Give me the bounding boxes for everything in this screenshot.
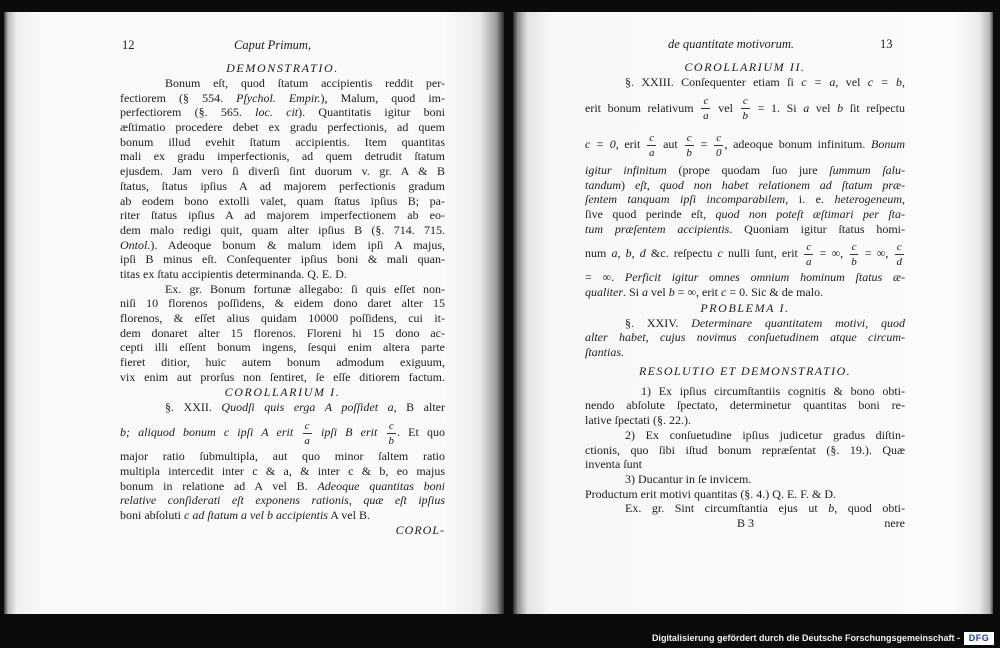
- text-run: Ex. gr. Sint circumſtantia ejus ut: [625, 501, 829, 516]
- text-line: florenos, & eſſet alius quidam 10000 poſſidens, cui it-: [120, 311, 445, 325]
- fraction-denominator: 0: [715, 147, 722, 160]
- italic-run: c = a: [801, 75, 836, 89]
- text-run: B alter: [396, 400, 446, 415]
- fraction-denominator: d: [896, 256, 902, 269]
- text-run: A vel B.: [327, 507, 370, 522]
- text-line: [585, 90, 905, 127]
- text-line: dem donaret alter 15 florenos. Floreni hi 15 dono ac-: [120, 325, 445, 340]
- text-line: ſtatus, ſtatus ipſius A ad majorem perfectionis gradum: [120, 178, 445, 193]
- text-line: [120, 91, 445, 106]
- text-run: = ∞.: [585, 270, 625, 285]
- text-run: , quod obti-: [834, 501, 905, 516]
- text-line: [585, 316, 905, 331]
- fraction: [849, 241, 859, 268]
- italic-run: c: [717, 246, 723, 261]
- fraction-denominator: b: [851, 256, 857, 269]
- dfg-logo: DFG: [964, 632, 994, 645]
- fraction: [714, 132, 724, 159]
- text-run: bonum in relatione ad A vel B.: [120, 478, 318, 493]
- right-text-block: [585, 59, 905, 531]
- text-line: [585, 192, 905, 207]
- fraction: [647, 132, 657, 159]
- section-heading: COROLLARIUM II.: [684, 60, 806, 74]
- text-line: [120, 479, 445, 494]
- italic-run: Ontol.: [120, 237, 151, 252]
- italic-run: c: [721, 285, 727, 299]
- italic-run: ipſi B erit: [312, 425, 386, 440]
- text-run: , erit: [615, 137, 646, 152]
- fraction: [895, 241, 905, 268]
- text-line: inventa ſunt: [585, 457, 642, 472]
- italic-run: b: [668, 285, 675, 299]
- text-line: [120, 105, 445, 120]
- text-run: ,: [901, 75, 905, 89]
- text-run: ), Malum, quod im-: [320, 90, 446, 105]
- text-line: cepti illi eſſent bonum ingens, ſesqui enim altera parte: [120, 340, 445, 355]
- text-line: multipla intercedit inter c & a, & inter c & b, eo majus: [120, 463, 445, 478]
- text-line: 2) Ex conſuetudine ipſius judicetur gradus diſtin-: [625, 427, 905, 442]
- text-line: ipſi B minus eſt. Conſequenter ipſius boni & mali quan-: [120, 252, 445, 267]
- page-number: 13: [880, 37, 893, 51]
- section-heading: PROBLEMA I.: [700, 300, 790, 315]
- text-line: æſtimatio procedere debet ex gradu perfectionis, ad quem: [120, 120, 445, 135]
- fraction-numerator: c: [649, 132, 655, 145]
- signature-mark: B 3: [737, 515, 755, 530]
- text-run: = 1. Si: [751, 100, 804, 115]
- fraction-numerator: c: [703, 95, 709, 108]
- text-line: [585, 178, 905, 193]
- fraction-numerator: c: [896, 241, 902, 254]
- text-line: Productum erit motivi quantitas (§. 4.) Q. E. F. & D.: [585, 486, 837, 501]
- fraction-denominator: a: [648, 147, 655, 160]
- section-heading: DEMONSTRATIO.: [226, 61, 339, 75]
- text-run: = ∞, erit: [674, 285, 721, 299]
- fraction: [804, 241, 814, 268]
- italic-run: Pſychol. Empir.: [236, 90, 321, 105]
- italic-run: c ad ſtatum a vel b accipientis: [184, 507, 328, 522]
- fraction-denominator: b: [742, 110, 749, 123]
- section-heading: COROLLARIUM I.: [224, 385, 341, 400]
- text-line: relative conſiderati eſt exponens rationis, quæ eſt ipſius: [120, 493, 445, 508]
- italic-run: a, b, d: [611, 246, 646, 261]
- text-run: §. XXII.: [165, 400, 222, 415]
- text-run: =: [694, 137, 713, 152]
- fraction-denominator: a: [304, 434, 310, 447]
- text-line: [585, 163, 905, 178]
- catchword: COROL-: [395, 522, 445, 537]
- fraction-denominator: a: [806, 256, 812, 269]
- italic-run: b; aliquod bonum c ipſi A erit: [120, 425, 302, 440]
- text-line: [120, 415, 445, 449]
- text-line: ctionis, quo ſibi iſtud bonum repræſentat (§. 19.). Quæ: [585, 442, 905, 457]
- fraction: [302, 420, 312, 447]
- italic-run: tum præſentem accipientis: [585, 221, 730, 236]
- page-foot-line: [585, 516, 905, 531]
- italic-run: tandum: [585, 177, 621, 192]
- text-run: . Si: [623, 285, 643, 299]
- text-run: = ∞,: [859, 246, 894, 261]
- text-run: vel: [648, 285, 669, 299]
- fraction-numerator: c: [742, 95, 748, 108]
- italic-run: a: [803, 100, 810, 115]
- text-line: vix enim aut prorſus non ſentiret, ſe eſſe ditiorem factum.: [120, 369, 445, 384]
- fraction-denominator: b: [686, 147, 692, 160]
- italic-run: Quodſi quis erga A poſſidet a,: [221, 400, 397, 415]
- text-run: §. XXIII. Conſequenter etiam ſi: [625, 75, 802, 89]
- fraction-numerator: c: [806, 241, 812, 254]
- italic-run: eſt, quod non habet relationem ad ſtatum præ-: [634, 177, 905, 192]
- italic-run: quod non poteſt æſtimari per ſta-: [715, 206, 905, 221]
- text-line: Bonum eſt, quod ſtatum accipientis reddit per-: [165, 76, 445, 90]
- italic-run: loc. cit: [255, 105, 299, 120]
- funding-notice: Digitalisierung gefördert durch die Deutsche Forschungsgemeinschaft -: [651, 633, 960, 643]
- text-line: [585, 207, 905, 222]
- text-line: alter habet, cujus novimus conſuetudinem atque circum-: [585, 330, 905, 345]
- section-heading: RESOLUTIO ET DEMONSTRATIO.: [638, 363, 852, 378]
- text-run: ). Quantitatis igitur boni: [298, 105, 445, 120]
- text-line: nendo abſolute ſpectato, determinetur quantitas boni re-: [585, 398, 905, 413]
- text-run: = ∞,: [814, 246, 849, 261]
- catchword: nere: [884, 515, 905, 530]
- text-line: bonum illud evehit ſtatum accipientis. Item quantitas: [120, 134, 445, 149]
- text-run: aut: [657, 137, 684, 152]
- text-run: vel: [809, 100, 838, 115]
- text-run: . Quoniam igitur ſtatus homi-: [729, 221, 905, 236]
- fraction: [701, 95, 711, 122]
- italic-run: a: [642, 285, 649, 299]
- italic-run: ſummum ſalu-: [829, 162, 906, 177]
- text-line: [585, 270, 905, 285]
- left-text-block: [120, 60, 445, 537]
- text-line: ejusdem. Jam vero ſi diverſi ſint duorum v. gr. A & B: [120, 164, 445, 179]
- text-line: riter ſtatus ipſius A ad majorem imperfectionem ab eo-: [120, 208, 445, 223]
- text-line: 1) Ex ipſius circumſtantiis cognitis & bono obti-: [641, 383, 905, 398]
- italic-run: ſentem tanquam ipſi incomparabilem: [585, 192, 786, 207]
- fraction-numerator: c: [716, 132, 722, 145]
- text-line: [585, 75, 905, 90]
- text-line: [120, 400, 445, 415]
- text-run: , i. e.: [785, 192, 835, 207]
- running-head: de quantitate motivorum.: [668, 37, 795, 51]
- text-run: ). Adeoque bonum & malum idem ipſi A majus,: [150, 237, 445, 252]
- page-number: 12: [122, 38, 135, 52]
- fraction-numerator: c: [851, 241, 857, 254]
- fraction-numerator: c: [388, 419, 394, 432]
- text-line: [585, 222, 905, 237]
- fraction-denominator: a: [703, 110, 709, 123]
- text-run: &c. reſpectu: [645, 246, 718, 261]
- italic-run: Perficit igitur omnes omnium hominum ſtatus æ-: [624, 270, 906, 285]
- fraction: [684, 132, 694, 159]
- text-line: niſi 10 florenos poſſidens, & eidem dono daret alter 15: [120, 296, 445, 311]
- text-run: ): [621, 177, 635, 192]
- text-run: ſive quod perinde eſt,: [585, 206, 716, 221]
- text-line: dem malo redigi quit, quam alter ipſius B (§. 714. 715.: [120, 222, 445, 237]
- text-run: , vel: [835, 75, 868, 89]
- text-run: . Et quo: [397, 425, 446, 440]
- text-line: major ratio ſubmultipla, aut quo minor ſaltem ratio: [120, 449, 445, 464]
- fraction: [387, 420, 397, 447]
- text-run: §. XXIV.: [625, 315, 692, 330]
- text-run: fectiorem (§ 554.: [120, 90, 237, 105]
- text-line: 3) Ducantur in ſe invicem.: [625, 471, 752, 486]
- fraction-numerator: c: [686, 132, 692, 145]
- fraction-numerator: c: [304, 419, 310, 432]
- text-run: ſit reſpectu: [843, 100, 906, 115]
- text-line: titas ex ſtatu accipientis determinanda. Q. E. D.: [120, 266, 347, 281]
- text-line: [585, 236, 905, 270]
- text-run: perfectiorem (§. 565.: [120, 105, 256, 120]
- italic-run: b: [837, 100, 844, 115]
- text-line: mali ex gradu imperfectionis, ad quem detrudit ſtatum: [120, 149, 445, 164]
- text-run: vel: [711, 100, 740, 115]
- text-line: [585, 126, 905, 163]
- italic-run: Adeoque quantitas boni: [317, 478, 445, 493]
- text-run: nulli ſunt, erit: [722, 246, 804, 261]
- text-run: = 0. Sic & de malo.: [726, 285, 824, 299]
- fraction-denominator: b: [388, 434, 395, 447]
- text-run: (prope quodam ſuo jure: [666, 162, 830, 177]
- text-line: ab eodem bono extolli valet, quam ſtatus ipſius B; pa-: [120, 193, 445, 208]
- italic-run: c = b: [867, 75, 902, 89]
- fraction: [741, 95, 751, 122]
- italic-run: heterogeneum: [834, 192, 902, 207]
- text-line: [585, 285, 905, 300]
- italic-run: Determinare quantitatem motivi, quod: [691, 315, 905, 330]
- text-line: fieret ditior, huic autem bonum admodum exiguum,: [120, 355, 445, 370]
- italic-run: Bonum: [870, 137, 905, 152]
- text-line: ſtantias.: [585, 345, 625, 360]
- italic-run: igitur infinitum: [585, 162, 667, 177]
- running-head: Caput Primum,: [234, 38, 312, 52]
- italic-run: qualiter: [585, 285, 623, 299]
- text-run: boni abſoluti: [120, 507, 184, 522]
- text-line: lative ſpectati (§. 22.).: [585, 413, 691, 428]
- text-line: [120, 238, 445, 253]
- text-run: erit bonum relativum: [585, 100, 701, 115]
- text-line: Ex. gr. Bonum fortunæ allegabo: ſi quis eſſet non-: [165, 281, 445, 296]
- text-run: ,: [901, 192, 905, 207]
- text-line: [585, 501, 905, 516]
- text-line: [120, 508, 445, 523]
- italic-run: c = 0: [585, 137, 616, 152]
- italic-run: b: [828, 501, 835, 516]
- text-run: num: [585, 246, 612, 261]
- text-run: , adeoque bonum infinitum.: [724, 137, 871, 152]
